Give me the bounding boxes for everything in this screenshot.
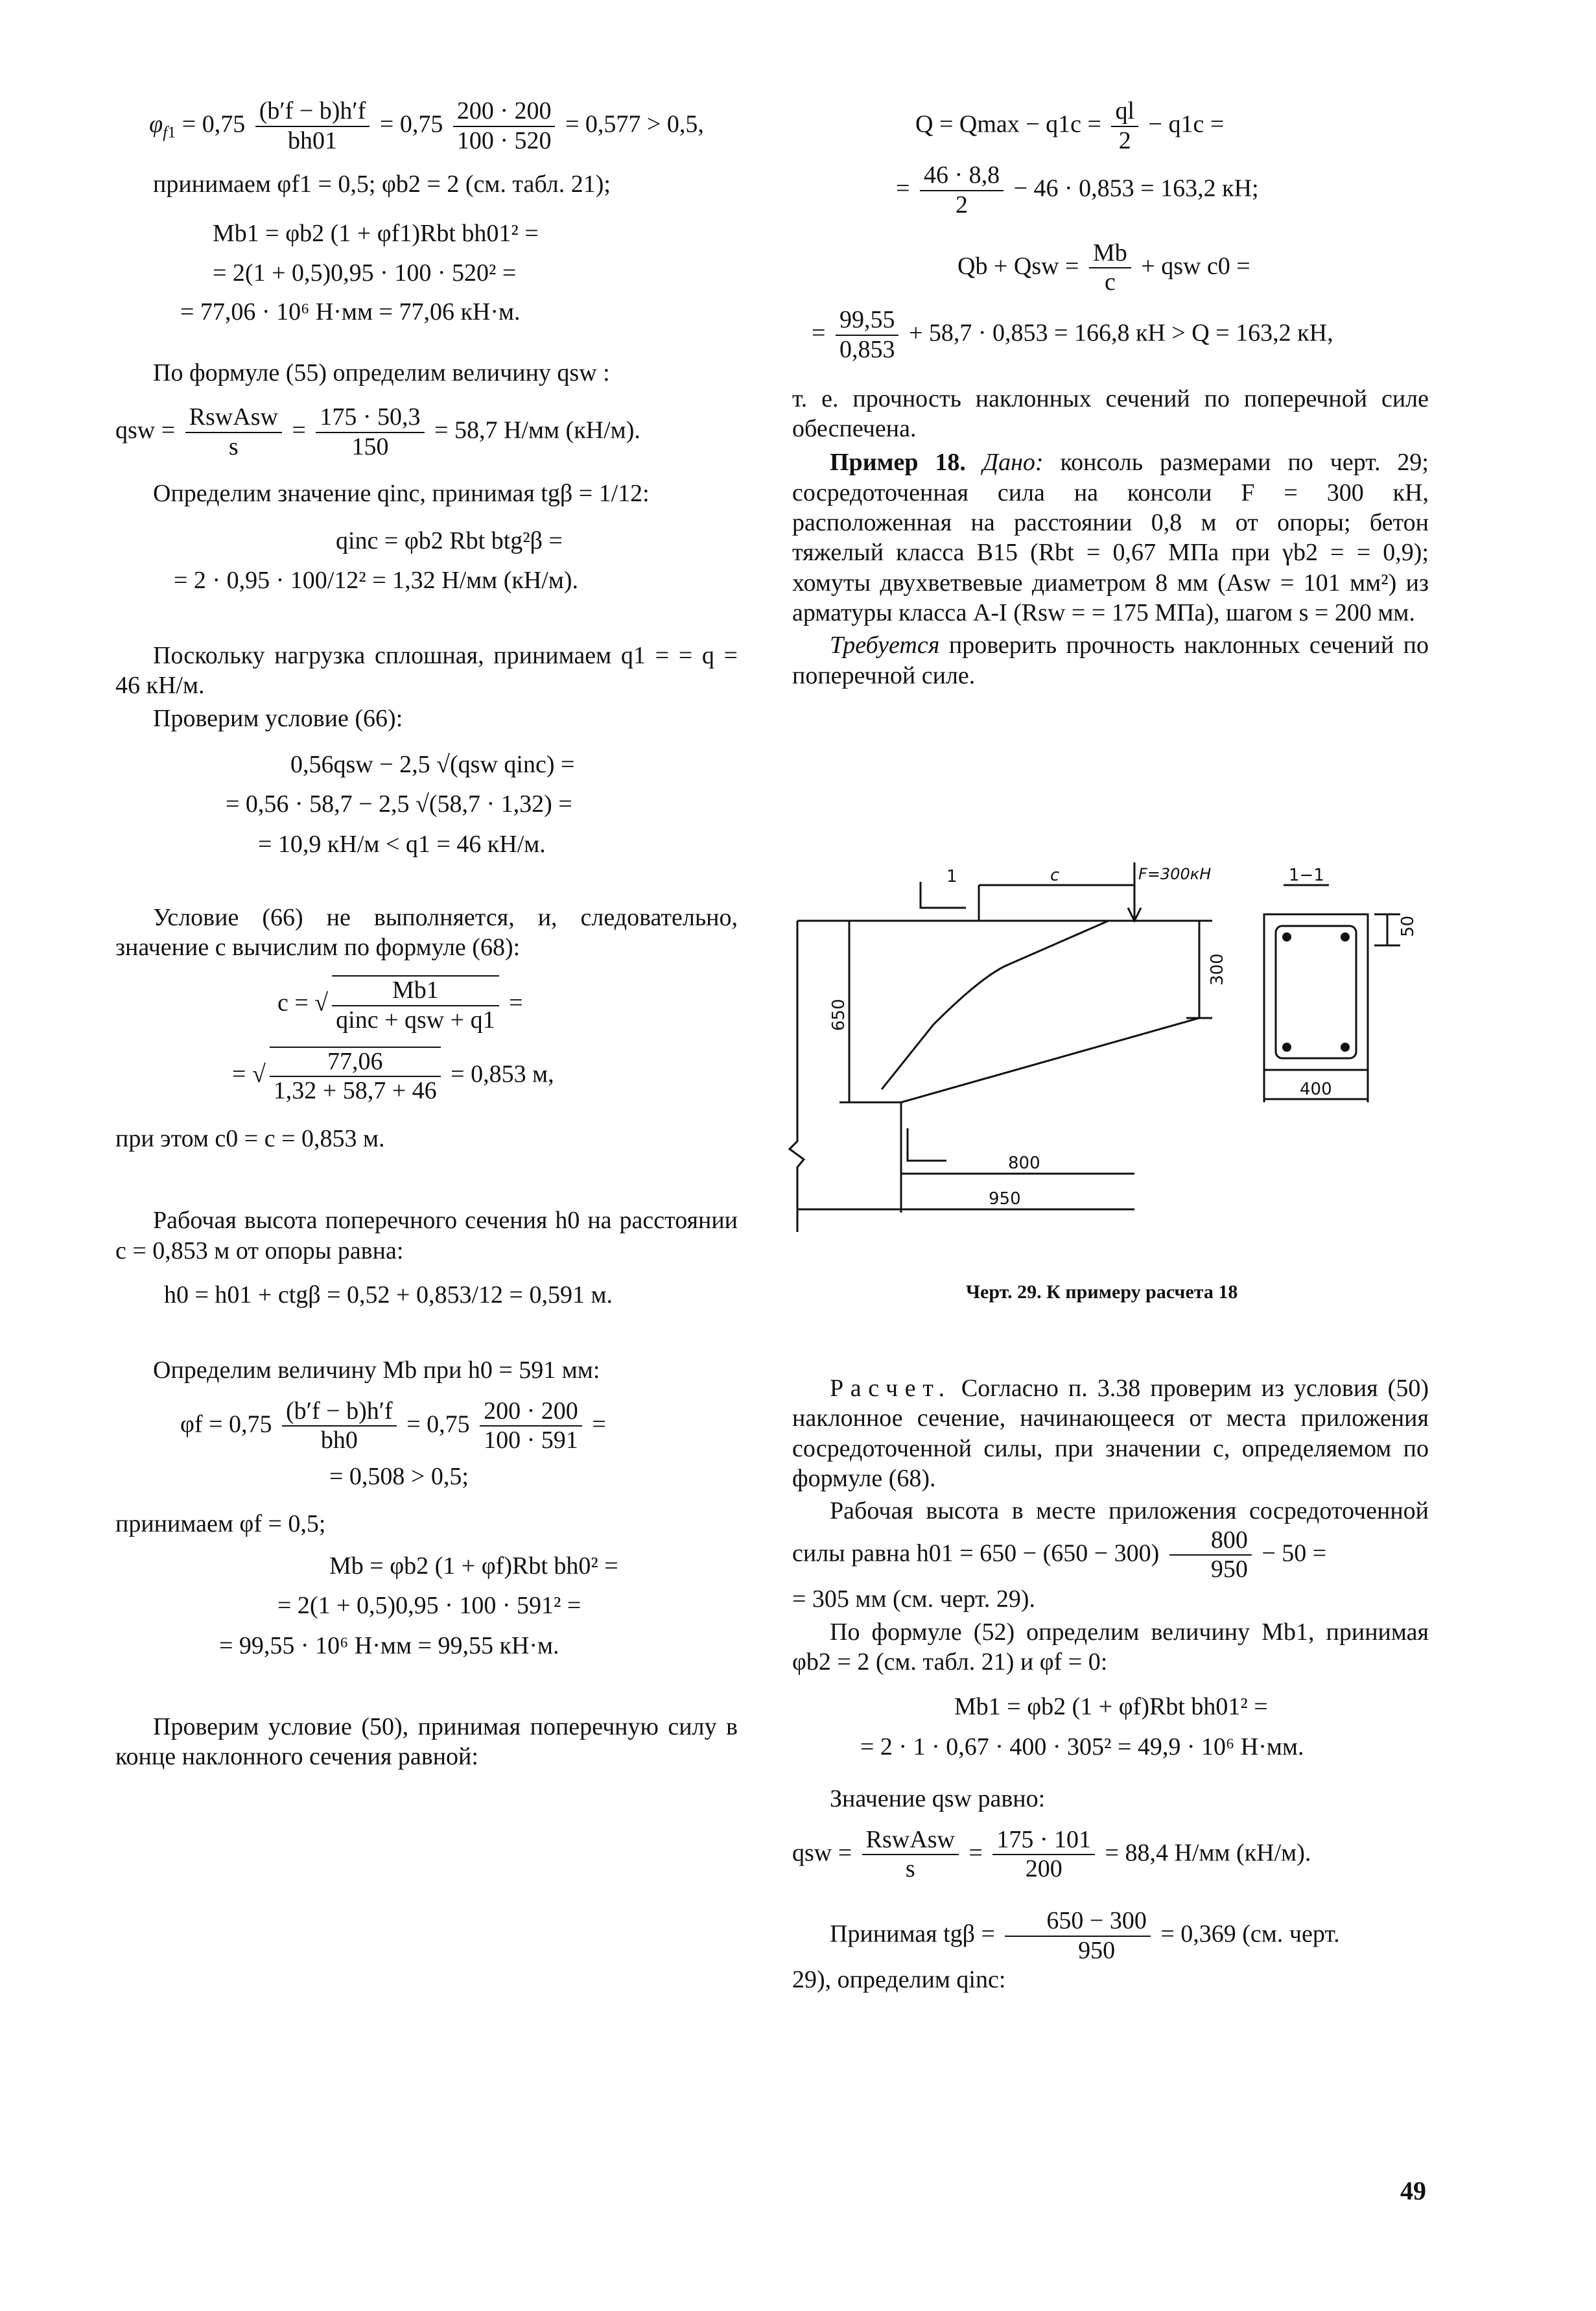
formula-tail: = 0,853 м, <box>444 1060 554 1088</box>
h01-tail: − 50 = <box>1255 1539 1327 1567</box>
left-column <box>115 97 738 1772</box>
rebar-dot <box>1282 932 1291 942</box>
formula-tail: + 58,7 · 0,853 = 166,8 кН > Q = 163,2 кН, <box>908 319 1333 347</box>
calculation-text: Согласно п. 3.38 проверим из условия (50) наклонное сечение, начинающееся от места приложения сосредоточенной силы, при значении c, определяемом по формуле (68). <box>792 1375 1429 1493</box>
formula-mb1-right <box>792 1687 1429 1767</box>
formula-line: = √ $\frac{77,06}{1,32 + 58,7 + 46}$ = 0,853 м, <box>232 1047 554 1105</box>
line-qinc-intro: 29), определим qinc: <box>792 1966 1006 1994</box>
frac-num: 77,06 <box>270 1048 441 1078</box>
formula-line: 0,56qsw − 2,5 √(qsw qinc) = <box>290 750 575 778</box>
frac-den: 950 <box>1078 1936 1116 1964</box>
frac-num: 175 · 101 <box>992 1826 1095 1856</box>
frac-den: 0,853 <box>839 335 895 363</box>
frac-den: 2 <box>956 191 968 219</box>
paragraph-required <box>792 630 1429 691</box>
section-mark-bottom <box>908 1128 946 1161</box>
formula-line: = 2(1 + 0,5)0,95 · 100 · 591² = <box>277 1592 581 1620</box>
rebar-dot <box>1282 1043 1291 1052</box>
frac-num: 46 · 8,8 <box>920 161 1003 191</box>
line-h01-result: = 305 мм (см. черт. 29). <box>792 1585 1035 1613</box>
frac-den: 2 <box>1118 126 1131 154</box>
frac-den: bh0 <box>320 1427 358 1454</box>
dim-800-label: 800 <box>1008 1154 1040 1173</box>
formula-tail: − 46 · 0,853 = 163,2 кН; <box>1013 174 1259 202</box>
formula-line: = 2 · 0,95 · 100/12² = 1,32 Н/мм (кН/м). <box>174 567 579 595</box>
rebar-dot <box>1341 932 1350 942</box>
diagonal-crack-line <box>882 921 1109 1089</box>
frac-den: 950 <box>1210 1556 1248 1583</box>
formula-phi-f <box>115 1397 738 1455</box>
formula-tail: = <box>502 989 523 1017</box>
right-column <box>792 97 1429 691</box>
formula-result: = 88,4 Н/мм (кН/м). <box>1105 1839 1311 1867</box>
force-label: F=300кН <box>1138 865 1212 883</box>
formula-result: = 0,577 > 0,5, <box>565 110 704 138</box>
figure-caption: Черт. 29. К примеру расчета 18 <box>966 1281 1238 1303</box>
section-title-label: 1−1 <box>1289 866 1324 885</box>
dim-950-label: 950 <box>989 1189 1021 1209</box>
formula-line: Mb1 = φb2 (1 + φf)Rbt bh01² = <box>954 1693 1268 1721</box>
frac-den: 200 <box>1025 1855 1062 1883</box>
line-c0: при этом c0 = c = 0,853 м. <box>115 1125 385 1152</box>
console-outline <box>797 921 1199 1213</box>
frac-num: 650 − 300 <box>1005 1907 1150 1937</box>
paragraph-tg-right <box>792 1907 1429 1965</box>
h01-text: Рабочая высота в месте приложения сосредоточенной силы равна h01 = 650 − (650 − 300) <box>792 1497 1429 1567</box>
dim-650-label: 650 <box>829 999 849 1031</box>
accept-phi-f: принимаем φf = 0,5; <box>115 1510 326 1537</box>
accept-phi-line: принимаем φf1 = 0,5; φb2 = 2 (см. табл. 21); <box>153 171 611 198</box>
required-text: проверить прочность наклонных сечений по поперечной силе. <box>792 632 1429 689</box>
formula-qinc <box>115 521 738 600</box>
frac-den: 150 <box>351 433 389 461</box>
frac-num: Mb <box>1089 239 1131 269</box>
dim-300-label: 300 <box>1208 953 1227 986</box>
formula-tail: − q1c = <box>1148 110 1225 138</box>
formula-mb <box>115 1547 738 1666</box>
formula-lhs: Q = Qmax − q1c = <box>915 110 1108 138</box>
dimension-line-50 <box>1374 914 1400 945</box>
frac-den: 1,32 + 58,7 + 46 <box>273 1077 437 1105</box>
formula-qb <box>792 239 1429 297</box>
frac-num: ql <box>1111 97 1138 127</box>
formula-q-value <box>792 161 1429 219</box>
example-text: консоль размерами по черт. 29; сосредоточенная сила на консоли F = 300 кН, расположенная на расстоянии 0,8 м от опоры; бетон тяжелый класса B15 (Rbt = 0,67 МПа при γb2 = = 0,9); хомуты двухветвевые диаметром 8 мм (Asw = 101 мм²) из арматуры класса A-I (Rsw = = 175 МПа), шагом s = 200 мм. <box>792 449 1429 627</box>
formula-result: = <box>592 1410 606 1438</box>
formula-lhs: = <box>232 1060 252 1088</box>
formula-line: Mb1 = φb2 (1 + φf1)Rbt bh01² = <box>213 219 539 247</box>
frac-num: 175 · 50,3 <box>316 403 424 433</box>
paragraph-strength-ok: т. е. прочность наклонных сечений по поперечной силе обеспечена. <box>792 385 1429 442</box>
formula-line: qinc = φb2 Rbt btg²β = <box>336 527 563 555</box>
formula-line: = 0,508 > 0,5; <box>329 1463 469 1491</box>
formula-lhs: φf = 0,75 <box>180 1410 279 1438</box>
formula-coef: = 0,75 <box>406 1410 476 1438</box>
formula-lhs: qsw = <box>792 1839 858 1867</box>
stirrup-outline <box>1276 926 1356 1058</box>
formula-line: = 10,9 кН/м < q1 = 46 кН/м. <box>258 830 546 858</box>
paragraph-formula-68: Условие (66) не выполняется, и, следовательно, значение c вычислим по формуле (68): <box>115 903 738 961</box>
formula-c <box>115 975 738 1106</box>
dimension-line-c <box>979 885 1134 921</box>
paragraph-check-50: Проверим условие (50), принимая поперечную силу в конце наклонного сечения равной: <box>115 1713 738 1770</box>
formula-cond-66 <box>115 745 738 865</box>
formula-line: c = √ $\frac{Mb1}{\text{qinc + qsw + q1}}$ = <box>277 977 523 1034</box>
formula-phi-f1: $\varphi_{f1} = 0,75$ $\frac{(b'f - b)h'f}{bh01}$ = 0,75 $\frac{200 \cdot 200}{100 \cdot 520}$ = 0,577 > 0,5, <box>149 97 704 154</box>
frac-den: 100 · 520 <box>456 126 552 154</box>
frac-num: 800 <box>1169 1526 1252 1556</box>
formula-qsw-right: qsw = $\frac{\text{RswAsw}}{s}$ = $\frac{175 \cdot 101}{200}$ = 88,4 Н/мм (кН/м). <box>792 1825 1311 1883</box>
dim-50-label: 50 <box>1398 915 1418 937</box>
frac-den: s <box>905 1855 915 1883</box>
section-mark-label: 1 <box>946 867 957 886</box>
dim-c-label: c <box>1050 866 1060 885</box>
calculation-label: Расчет. <box>830 1375 952 1402</box>
formula-line: = 77,06 · 10⁶ Н·мм = 77,06 кН·м. <box>180 298 521 326</box>
frac-num: (b′f − b)h′f <box>282 1397 397 1427</box>
formula-lhs: Qb + Qsw = <box>957 252 1085 280</box>
frac-den: bh01 <box>288 126 338 154</box>
formula-line: = 99,55 · 10⁶ Н·мм = 99,55 кН·м. <box>219 1631 559 1659</box>
frac-den: 100 · 591 <box>484 1427 578 1454</box>
right-column-lower <box>792 1373 1429 1995</box>
frac-num: 200 · 200 <box>480 1397 582 1427</box>
paragraph-h01 <box>792 1496 1429 1584</box>
tg-text: Принимая tgβ = <box>830 1920 1002 1948</box>
required-label: Требуется <box>830 632 940 659</box>
formula-qb-value <box>792 306 1429 364</box>
section-mark-top <box>921 882 966 908</box>
paragraph-formula-55: По формуле (55) определим величину qsw : <box>153 359 610 387</box>
formula-tail: + qsw c0 = <box>1141 252 1250 280</box>
frac-den: qinc + qsw + q1 <box>336 1006 495 1034</box>
formula-line: = 2 · 1 · 0,67 · 400 · 305² = 49,9 · 10⁶ Н·мм. <box>860 1733 1304 1760</box>
formula-mb1 <box>115 214 738 332</box>
paragraph-formula-52: По формуле (52) определим величину Mb1, принимая φb2 = 2 (см. табл. 21) и φf = 0: <box>792 1618 1429 1676</box>
formula-lhs: = <box>896 174 916 202</box>
frac-num: 99,55 <box>836 306 899 336</box>
paragraph-example-18 <box>792 447 1429 628</box>
formula-line: Mb = φb2 (1 + φf)Rbt bh0² = <box>329 1552 618 1580</box>
dim-400-label: 400 <box>1300 1080 1332 1099</box>
frac-num: (b′f − b)h′f <box>255 97 370 127</box>
paragraph-load: Поскольку нагрузка сплошная, принимаем q1 = = q = 46 кН/м. <box>115 641 738 700</box>
formula-q <box>792 97 1429 155</box>
frac-den: c <box>1104 268 1116 296</box>
formula-line: = 0,56 · 58,7 − 2,5 √(58,7 · 1,32) = <box>226 790 572 818</box>
figure-29 <box>784 856 1433 1238</box>
formula-coef: = 0,75 <box>379 110 449 138</box>
formula-line: = 2(1 + 0,5)0,95 · 100 · 520² = <box>213 259 517 287</box>
paragraph-tg: Определим значение qinc, принимая tgβ = 1/12: <box>153 479 650 507</box>
frac-num: Mb1 <box>332 977 499 1006</box>
page-number: 49 <box>1400 2176 1426 2205</box>
frac-num: RswAsw <box>185 403 282 433</box>
paragraph-calculation <box>792 1373 1429 1493</box>
formula-lhs: c = <box>277 989 315 1017</box>
paragraph-qsw: Значение qsw равно: <box>830 1785 1046 1813</box>
rebar-dot <box>1341 1043 1350 1052</box>
paragraph-check-66: Проверим условие (66): <box>153 704 403 732</box>
tg-tail: = 0,369 (см. черт. <box>1154 1920 1340 1948</box>
formula-lhs: = <box>812 319 832 347</box>
frac-num: 200 · 200 <box>453 97 556 127</box>
example-label: Пример 18. <box>830 449 966 477</box>
cross-section-outline <box>1264 914 1368 1070</box>
frac-den: s <box>228 433 239 461</box>
wall-break-line <box>790 921 804 1232</box>
paragraph-h0: Рабочая высота поперечного сечения h0 на расстоянии c = 0,853 м от опоры равна: <box>115 1207 738 1264</box>
given-label: Дано: <box>982 449 1044 477</box>
formula-lhs: qsw = <box>115 416 182 444</box>
formula-h0: h0 = h01 + ctgβ = 0,52 + 0,853/12 = 0,591 м. <box>164 1281 613 1309</box>
frac-num: RswAsw <box>862 1826 959 1856</box>
formula-qsw: qsw = $\frac{\text{RswAsw}}{s}$ = $\frac{175 \cdot 50,3}{150}$ = 58,7 Н/мм (кН/м). <box>115 403 640 461</box>
formula-result: = 58,7 Н/мм (кН/м). <box>434 416 640 444</box>
paragraph-mb: Определим величину Mb при h0 = 591 мм: <box>153 1357 600 1384</box>
